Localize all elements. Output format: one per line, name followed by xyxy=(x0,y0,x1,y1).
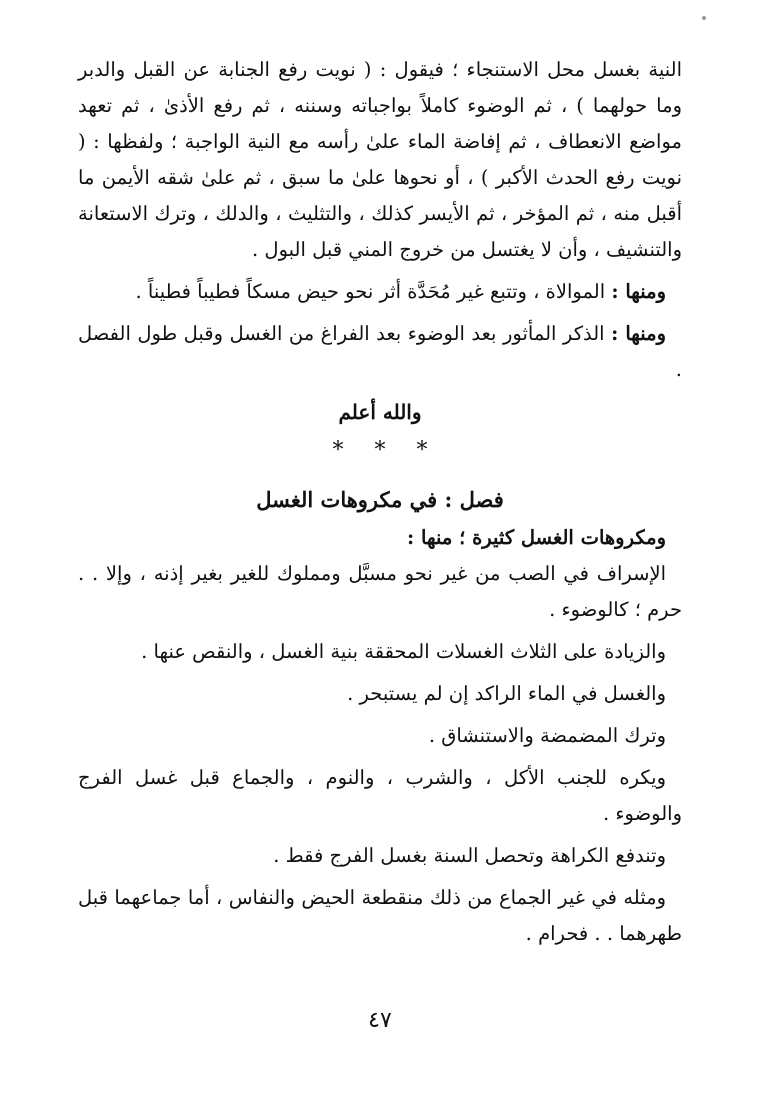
paragraph-lead: ومنها : xyxy=(611,322,667,345)
paragraph-dhikr xyxy=(78,316,682,388)
page-number: ٤٧ xyxy=(368,1008,392,1033)
closing-phrase: والله أعلم xyxy=(338,400,422,424)
page-body xyxy=(78,52,682,952)
list-item-karaha: وتندفع الكراهة وتحصل السنة بغسل الفرج فقط . xyxy=(273,844,666,867)
section-intro: ومكروهات الغسل كثيرة ؛ منها : xyxy=(407,526,666,549)
section-heading: فصل : في مكروهات الغسل xyxy=(256,487,504,512)
section-separator: * * * xyxy=(332,438,428,463)
paragraph-text: الذكر المأثور بعد الوضوء بعد الفراغ من الغسل وقبل طول الفصل . xyxy=(78,322,682,381)
paragraph-muwalat xyxy=(78,274,682,310)
paragraph-text: الموالاة ، وتتبع غير مُحَدَّة أثر نحو حيض مسكاً فطيباً فطيناً . xyxy=(135,280,606,303)
list-item-ziyada: والزيادة على الثلاث الغسلات المحققة بنية الغسل ، والنقص عنها . xyxy=(141,640,666,663)
list-item-still-water: والغسل في الماء الراكد إن لم يستبحر . xyxy=(347,682,666,705)
page-corner-mark xyxy=(702,16,706,20)
list-item-israf: الإسراف في الصب من غير نحو مسبَّل ومملوك للغير بغير إذنه ، وإلا . . حرم ؛ كالوضوء . xyxy=(78,562,682,621)
paragraph-lead: ومنها : xyxy=(611,280,666,303)
list-item-hayd: ومثله في غير الجماع من ذلك منقطعة الحيض والنفاس ، أما جماعهما قبل طهرهما . . فحرام . xyxy=(78,886,682,945)
list-item-madmada: وترك المضمضة والاستنشاق . xyxy=(428,724,666,747)
list-item-junub: ويكره للجنب الأكل ، والشرب ، والنوم ، والجماع قبل غسل الفرج والوضوء . xyxy=(78,766,682,825)
paragraph-ghusl-method: النية بغسل محل الاستنجاء ؛ فيقول : ( نويت رفع الجنابة عن القبل والدبر وما حولهما ) ، ثم الوضوء كاملاً بواجباته وسننه ، ثم رفع الأذىٰ ، ثم تعهد مواضع الانعطاف ، ثم إفاضة الماء علىٰ رأسه مع النية الواجبة ؛ ولفظها : ( نويت رفع الحدث الأكبر ) ، أو نحوها علىٰ ما سبق ، ثم علىٰ شقه الأيمن ما أقبل منه ، ثم المؤخر ، ثم الأيسر كذلك ، والتثليث ، والدلك ، وترك الاستعانة والتنشيف ، وأن لا يغتسل من خروج المني قبل البول . xyxy=(78,58,682,261)
